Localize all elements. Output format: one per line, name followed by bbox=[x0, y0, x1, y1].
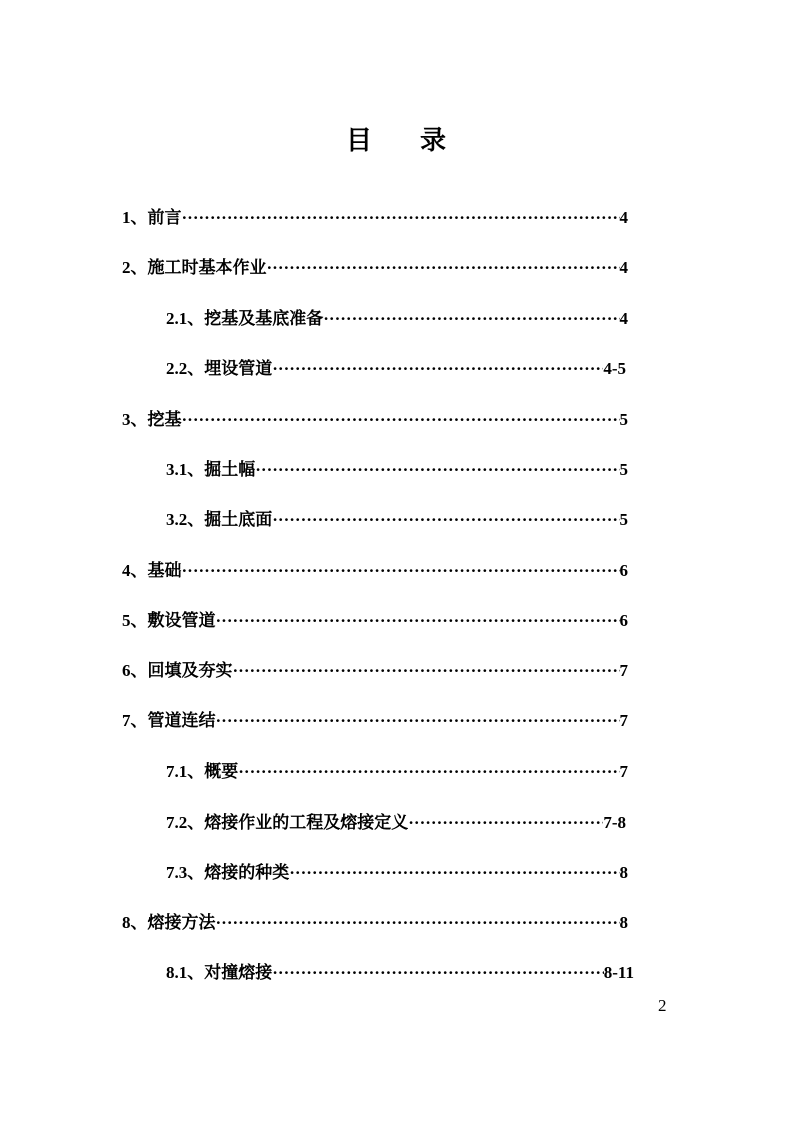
toc-number: 7.1、 bbox=[166, 762, 205, 781]
toc-number: 2.2、 bbox=[166, 359, 205, 378]
dot-leader bbox=[272, 963, 604, 983]
toc-number: 6、 bbox=[122, 661, 148, 680]
dot-leader bbox=[272, 359, 603, 379]
toc-page: 6 bbox=[619, 611, 628, 630]
toc-page: 7-8 bbox=[603, 813, 626, 832]
toc-number: 3.2、 bbox=[166, 510, 205, 529]
dot-leader bbox=[216, 913, 620, 933]
toc-entry[interactable] bbox=[122, 706, 628, 730]
toc-label: 敷设管道 bbox=[147, 611, 216, 631]
toc-label: 熔接的种类 bbox=[204, 863, 290, 883]
toc-entry[interactable] bbox=[122, 606, 628, 630]
toc-number: 8.1、 bbox=[166, 963, 205, 982]
dot-leader bbox=[267, 258, 620, 278]
toc-page: 8 bbox=[619, 863, 628, 882]
toc-page: 8 bbox=[619, 913, 628, 932]
toc-page: 5 bbox=[619, 510, 628, 529]
toc-number: 5、 bbox=[122, 611, 148, 630]
toc-entry[interactable] bbox=[166, 808, 626, 832]
toc-entry[interactable] bbox=[122, 203, 628, 227]
toc-page: 5 bbox=[619, 460, 628, 479]
toc-label: 熔接方法 bbox=[147, 913, 216, 933]
toc-label: 对撞熔接 bbox=[204, 963, 273, 983]
dot-leader bbox=[408, 813, 603, 833]
toc-page: 4-5 bbox=[603, 359, 626, 378]
toc-page: 8-11 bbox=[603, 963, 634, 982]
dot-leader bbox=[323, 309, 619, 329]
dot-leader bbox=[216, 711, 620, 731]
toc-page: 7 bbox=[619, 762, 628, 781]
title-char-1: 目 bbox=[345, 126, 372, 156]
page-number: 2 bbox=[658, 996, 667, 1015]
dot-leader bbox=[182, 208, 620, 228]
title-char-2: 录 bbox=[420, 126, 447, 156]
dot-leader bbox=[182, 410, 620, 430]
toc-entry[interactable] bbox=[166, 455, 628, 479]
toc-label: 挖基及基底准备 bbox=[204, 309, 324, 329]
toc-page: 4 bbox=[619, 258, 628, 277]
toc-page: 7 bbox=[619, 661, 628, 680]
dot-leader bbox=[289, 863, 619, 883]
dot-leader bbox=[272, 510, 619, 530]
toc-number: 7、 bbox=[122, 711, 148, 730]
toc-entry[interactable] bbox=[122, 908, 628, 932]
toc-number: 4、 bbox=[122, 561, 148, 580]
dot-leader bbox=[238, 762, 619, 782]
toc-entry[interactable] bbox=[122, 656, 628, 680]
toc-label: 基础 bbox=[147, 561, 182, 581]
toc-number: 2.1、 bbox=[166, 309, 205, 328]
toc-page: 4 bbox=[619, 309, 628, 328]
toc-page: 4 bbox=[619, 208, 628, 227]
toc-number: 1、 bbox=[122, 208, 148, 227]
toc-number: 3、 bbox=[122, 410, 148, 429]
toc-entry[interactable] bbox=[166, 505, 628, 529]
toc-entry[interactable] bbox=[122, 253, 628, 277]
toc-number: 3.1、 bbox=[166, 460, 205, 479]
toc-number: 7.3、 bbox=[166, 863, 205, 882]
toc-label: 施工时基本作业 bbox=[147, 258, 267, 278]
toc-label: 掘土底面 bbox=[204, 510, 273, 530]
toc-label: 掘土幅 bbox=[204, 460, 256, 480]
toc-label: 埋设管道 bbox=[204, 359, 273, 379]
toc-entry[interactable] bbox=[166, 858, 628, 882]
dot-leader bbox=[182, 561, 620, 581]
toc-number: 2、 bbox=[122, 258, 148, 277]
dot-leader bbox=[255, 460, 619, 480]
toc-label: 概要 bbox=[204, 762, 239, 782]
toc-entry[interactable] bbox=[166, 354, 626, 378]
toc-number: 7.2、 bbox=[166, 813, 205, 832]
toc-label: 熔接作业的工程及熔接定义 bbox=[204, 813, 409, 833]
toc-entry[interactable] bbox=[166, 304, 628, 328]
dot-leader bbox=[233, 661, 620, 681]
toc-entry[interactable] bbox=[122, 405, 628, 429]
toc-label: 前言 bbox=[147, 208, 182, 228]
toc-label: 挖基 bbox=[147, 410, 182, 430]
toc-label: 管道连结 bbox=[147, 711, 216, 731]
dot-leader bbox=[216, 611, 620, 631]
toc-page: 6 bbox=[619, 561, 628, 580]
toc-number: 8、 bbox=[122, 913, 148, 932]
toc-page: 5 bbox=[619, 410, 628, 429]
toc-entry[interactable] bbox=[166, 757, 628, 781]
toc-page: 7 bbox=[619, 711, 628, 730]
toc-entry[interactable] bbox=[122, 556, 628, 580]
toc-label: 回填及夯实 bbox=[147, 661, 233, 681]
toc-entry[interactable] bbox=[166, 958, 634, 982]
